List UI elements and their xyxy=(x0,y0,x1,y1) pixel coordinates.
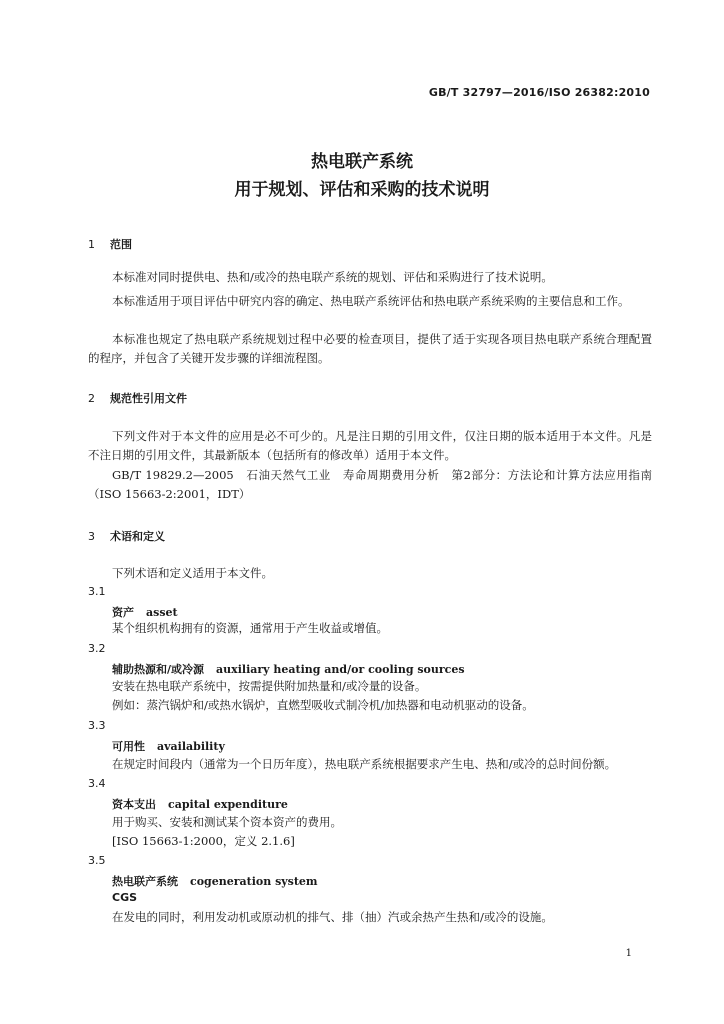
section-2-heading xyxy=(88,390,187,406)
term-definition: 在发电的同时，利用发动机或原动机的排气、排（抽）汽或余热产生热和/或冷的设施。 xyxy=(112,910,553,924)
paragraph: 下列文件对于本文件的应用是必不可少的。凡是注日期的引用文件，仅注日期的版本适用于本文件。凡是不注日期的引用文件，其最新版本（包括所有的修改单）适用于本文件。 xyxy=(88,429,652,462)
section-title: 规范性引用文件 xyxy=(110,392,187,405)
term-en: cogeneration system xyxy=(190,875,318,888)
term-definition: 某个组织机构拥有的资源，通常用于产生收益或增值。 xyxy=(112,621,388,635)
section-3-heading xyxy=(88,528,165,544)
section-number: 1 xyxy=(88,238,95,251)
term-en: auxiliary heating and/or cooling sources xyxy=(216,663,465,676)
term-title xyxy=(112,738,225,754)
section-title: 术语和定义 xyxy=(110,530,165,543)
term-example: 例如：蒸汽锅炉和/或热水锅炉，直燃型吸收式制冷机/加热器和电动机驱动的设备。 xyxy=(112,698,534,712)
term-definition: 在规定时间段内（通常为一个日历年度），热电联产系统根据要求产生电、热和/或冷的总时间份额。 xyxy=(112,757,617,771)
term-title xyxy=(112,661,465,677)
term-definition: 用于购买、安装和测试某个资本资产的费用。 xyxy=(112,815,342,829)
section-intro: 下列术语和定义适用于本文件。 xyxy=(112,566,273,580)
term-zh: 可用性 xyxy=(112,740,145,753)
section-number: 3 xyxy=(88,530,95,543)
standard-code: GB/T 32797—2016/ISO 26382:2010 xyxy=(428,86,650,99)
term-number: 3.4 xyxy=(88,777,106,790)
term-zh: 资产 xyxy=(112,606,134,619)
document-title-line2: 用于规划、评估和采购的技术说明 xyxy=(234,180,490,200)
section-number: 2 xyxy=(88,392,95,405)
term-en: asset xyxy=(146,606,178,619)
term-en: availability xyxy=(157,740,225,753)
term-abbreviation: CGS xyxy=(112,891,138,904)
term-title xyxy=(112,604,178,620)
term-en: capital expenditure xyxy=(168,798,288,811)
term-source: [ISO 15663-1:2000，定义 2.1.6] xyxy=(112,834,295,848)
term-number: 3.5 xyxy=(88,854,106,867)
document-title-line1: 热电联产系统 xyxy=(311,152,413,172)
term-zh: 热电联产系统 xyxy=(112,875,178,888)
normative-reference: GB/T 19829.2—2005 石油天然气工业 寿命周期费用分析 第2部分：方法论和计算方法应用指南（ISO 15663-2:2001，IDT） xyxy=(88,468,652,501)
term-title xyxy=(112,873,318,889)
term-zh: 资本支出 xyxy=(112,798,156,811)
paragraph: 本标准也规定了热电联产系统规划过程中必要的检查项目，提供了适于实现各项目热电联产系统合理配置的程序，并包含了关键开发步骤的详细流程图。 xyxy=(88,332,652,365)
term-number: 3.2 xyxy=(88,642,106,655)
term-definition: 安装在热电联产系统中，按需提供附加热量和/或冷量的设备。 xyxy=(112,679,427,693)
section-title: 范围 xyxy=(110,238,132,251)
page-number: 1 xyxy=(625,948,632,959)
section-1-heading xyxy=(88,236,132,252)
paragraph: 本标准适用于项目评估中研究内容的确定、热电联产系统评估和热电联产系统采购的主要信息和工作。 xyxy=(112,294,630,308)
paragraph: 本标准对同时提供电、热和/或冷的热电联产系统的规划、评估和采购进行了技术说明。 xyxy=(112,270,553,284)
term-zh: 辅助热源和/或冷源 xyxy=(112,663,205,676)
term-title xyxy=(112,796,288,812)
term-number: 3.3 xyxy=(88,719,106,732)
term-number: 3.1 xyxy=(88,585,106,598)
